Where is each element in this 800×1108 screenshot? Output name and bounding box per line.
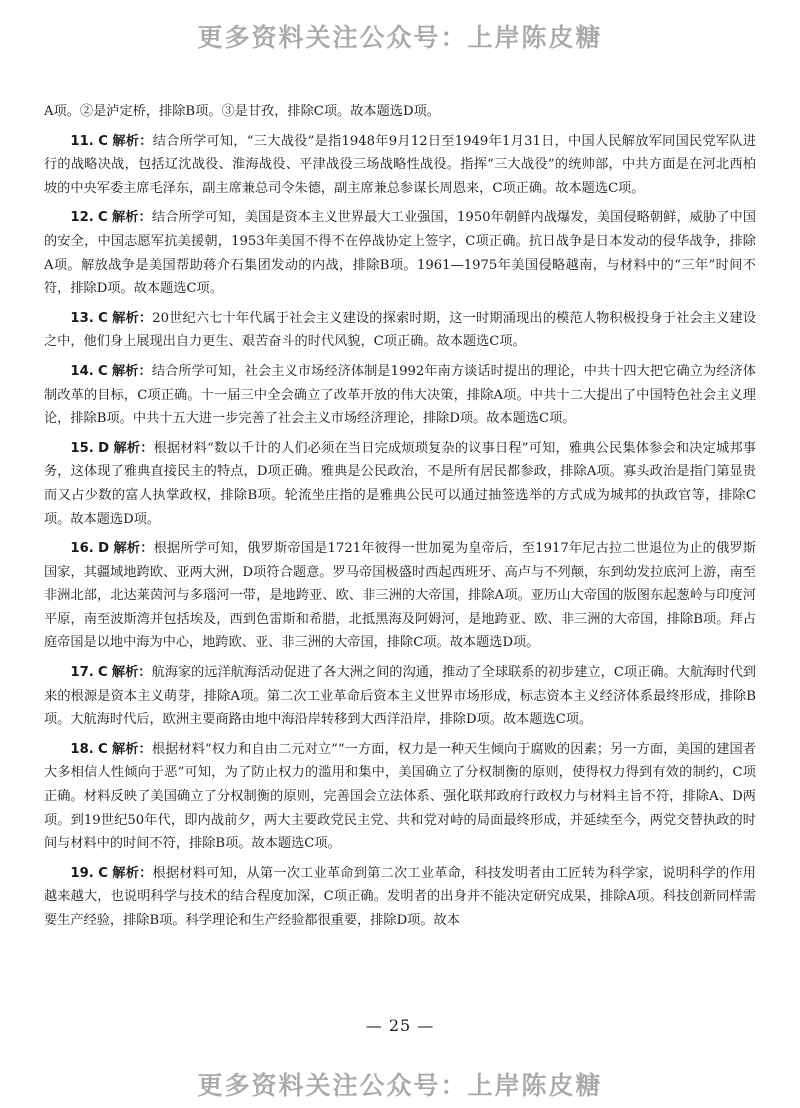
question-item xyxy=(44,360,756,431)
answer-letter: C xyxy=(98,741,108,757)
question-number: 15. xyxy=(70,440,94,456)
question-number: 11. xyxy=(70,133,94,149)
analysis-text: 结合所学可知，社会主义市场经济体制是1992年南方谈话时提出的理论，中共十四大把它确立为经济体制改革的目标，C项正确。十一届三中全会确立了改革开放的伟大决策，排除A项。中共十二大提出了中国特色社会主义理论，排除B项。中共十五大进一步完善了社会主义市场经济理论，排除D项。故本题选C项。 xyxy=(44,363,756,427)
watermark-top: 更多资料关注公众号：上岸陈皮糖 xyxy=(197,23,603,52)
analysis-text: 20世纪六七十年代属于社会主义建设的探索时期，这一时期涌现出的模范人物积极投身于社会主义建设之中，他们身上展现出自力更生、艰苦奋斗的时代风貌，C项正确。故本题选C项。 xyxy=(44,310,757,350)
analysis-text: 航海家的远洋航海活动促进了各大洲之间的沟通，推动了全球联系的初步建立，C项正确。大航海时代到来的根源是资本主义萌芽，排除A项。第二次工业革命后资本主义世界市场形成，标志资本主义经济体系最终形成，排除B项。大航海时代后，欧洲主要商路由地中海沿岸转移到大西洋沿岸，排除D项。故本题选C项。 xyxy=(44,665,756,728)
analysis-label: 解析： xyxy=(112,210,152,226)
question-item xyxy=(44,537,756,655)
watermark-bottom: 更多资料关注公众号：上岸陈皮糖 xyxy=(197,1071,603,1100)
analysis-text: 根据材料“权力和自由二元对立”“一方面，权力是一种天生倾向于腐败的因素；另一方面，美国的建国者大多相信人性倾向于恶”可知，为了防止权力的滥用和集中，美国确立了分权制衡的原则，使得权力得到有效的制约，C项正确。材料反映了美国确立了分权制衡的原则，完善国会立法体系、强化联邦政府行政权力与材料主旨不符，排除A、D两项。到19世纪50年代，即内战前夕，两大主要政党民主党、共和党对峙的局面最终形成，并延续至今，两党交替执政的时间与材料中的时间不符，排除B项。故本题选C项。 xyxy=(44,741,756,852)
question-item xyxy=(44,130,756,201)
question-number: 12. xyxy=(70,210,94,226)
answer-letter: C xyxy=(98,210,108,226)
question-number: 13. xyxy=(70,310,94,326)
analysis-label: 解析： xyxy=(112,310,153,326)
question-item xyxy=(44,437,756,531)
answer-letter: D xyxy=(98,541,110,557)
question-item xyxy=(44,738,756,856)
analysis-text: 根据材料可知，从第一次工业革命到第二次工业革命，科技发明者由工匠转为科学家，说明科学的作用越来越大，也说明科学与技术的结合程度加深，C项正确。发明者的出身并不能决定研究成果，排除A项。科技创新同样需要生产经验，排除B项。科学理论和生产经验都很重要，排除D项。故本 xyxy=(44,865,756,928)
question-item xyxy=(44,862,756,933)
question-number: 19. xyxy=(70,865,94,881)
analysis-text: 根据所学可知，俄罗斯帝国是1721年彼得一世加冕为皇帝后，至1917年尼古拉二世退位为止的俄罗斯国家，其疆域地跨欧、亚两大洲，D项符合题意。罗马帝国极盛时西起西班牙、高卢与不列颠，东到幼发拉底河上游，南至非洲北部，北达莱茵河与多瑙河一带，是地跨亚、欧、非三洲的大帝国，排除A项。亚历山大帝国的版图东起葱岭与印度河平原，南至波斯湾并包括埃及，西到色雷斯和希腊，北抵黑海及阿姆河，是地跨亚、欧、非三洲的大帝国，排除B项。拜占庭帝国是以地中海为中心，地跨欧、亚、非三洲的大帝国，排除C项。故本题选D项。 xyxy=(44,541,757,651)
answer-letter: C xyxy=(98,865,108,881)
answer-letter: C xyxy=(97,665,108,681)
question-number: 16. xyxy=(70,541,94,557)
analysis-label: 解析： xyxy=(113,440,154,456)
analysis-text: 根据材料“数以千计的人们必须在当日完成烦琐复杂的议事日程”可知，雅典公民集体参会和决定城邦事务，这体现了雅典直接民主的特点，D项正确。雅典是公民政治，不是所有居民都参政，排除A项。寡头政治是指门第显贵而又占少数的富人执掌政权，排除B项。轮流坐庄指的是雅典公民可以通过抽签选举的方式成为城邦的执政官等，排除C项。故本题选D项。 xyxy=(44,440,756,527)
analysis-label: 解析： xyxy=(112,741,152,757)
analysis-label: 解析： xyxy=(113,541,154,557)
answer-letter: C xyxy=(98,363,108,379)
question-list xyxy=(44,130,756,933)
analysis-text: 结合所学可知，美国是资本主义世界最大工业强国，1950年朝鲜内战爆发，美国侵略朝鲜，威胁了中国的安全，中国志愿军抗美援朝，1953年美国不得不在停战协定上签字，C项正确。抗日战争是日本发动的侵华战争，排除A项。解放战争是美国帮助蒋介石集团发动的内战，排除B项。1961—1975年美国侵略越南，与材料中的“三年”时间不符，排除D项。故本题选C项。 xyxy=(44,210,756,297)
answer-letter: C xyxy=(98,310,108,326)
answer-letter: C xyxy=(98,133,108,149)
question-item xyxy=(44,206,756,300)
analysis-label: 解析： xyxy=(111,665,152,681)
analysis-label: 解析： xyxy=(112,133,153,149)
question-item xyxy=(44,661,756,732)
analysis-label: 解析： xyxy=(112,865,153,881)
continuation-text: A项。②是泸定桥，排除B项。③是甘孜，排除C项。故本题选D项。 xyxy=(44,104,440,119)
answer-explanations xyxy=(44,100,756,939)
analysis-label: 解析： xyxy=(112,363,152,379)
analysis-text: 结合所学可知，“三大战役”是指1948年9月12日至1949年1月31日，中国人民解放军同国民党军队进行的战略决战，包括辽沈战役、淮海战役、平津战役三场战略性战役。指挥“三大战役”的统帅部，中共方面是在河北西柏坡的中央军委主席毛泽东，副主席兼总司令朱德，副主席兼总参谋长周恩来，C项正确。故本题选C项。 xyxy=(44,133,756,196)
question-number: 17. xyxy=(70,665,94,681)
answer-letter: D xyxy=(98,440,110,456)
question-item xyxy=(44,307,756,354)
page-number: — 25 — xyxy=(365,1016,435,1035)
question-number: 18. xyxy=(70,741,94,757)
question-number: 14. xyxy=(70,363,94,379)
